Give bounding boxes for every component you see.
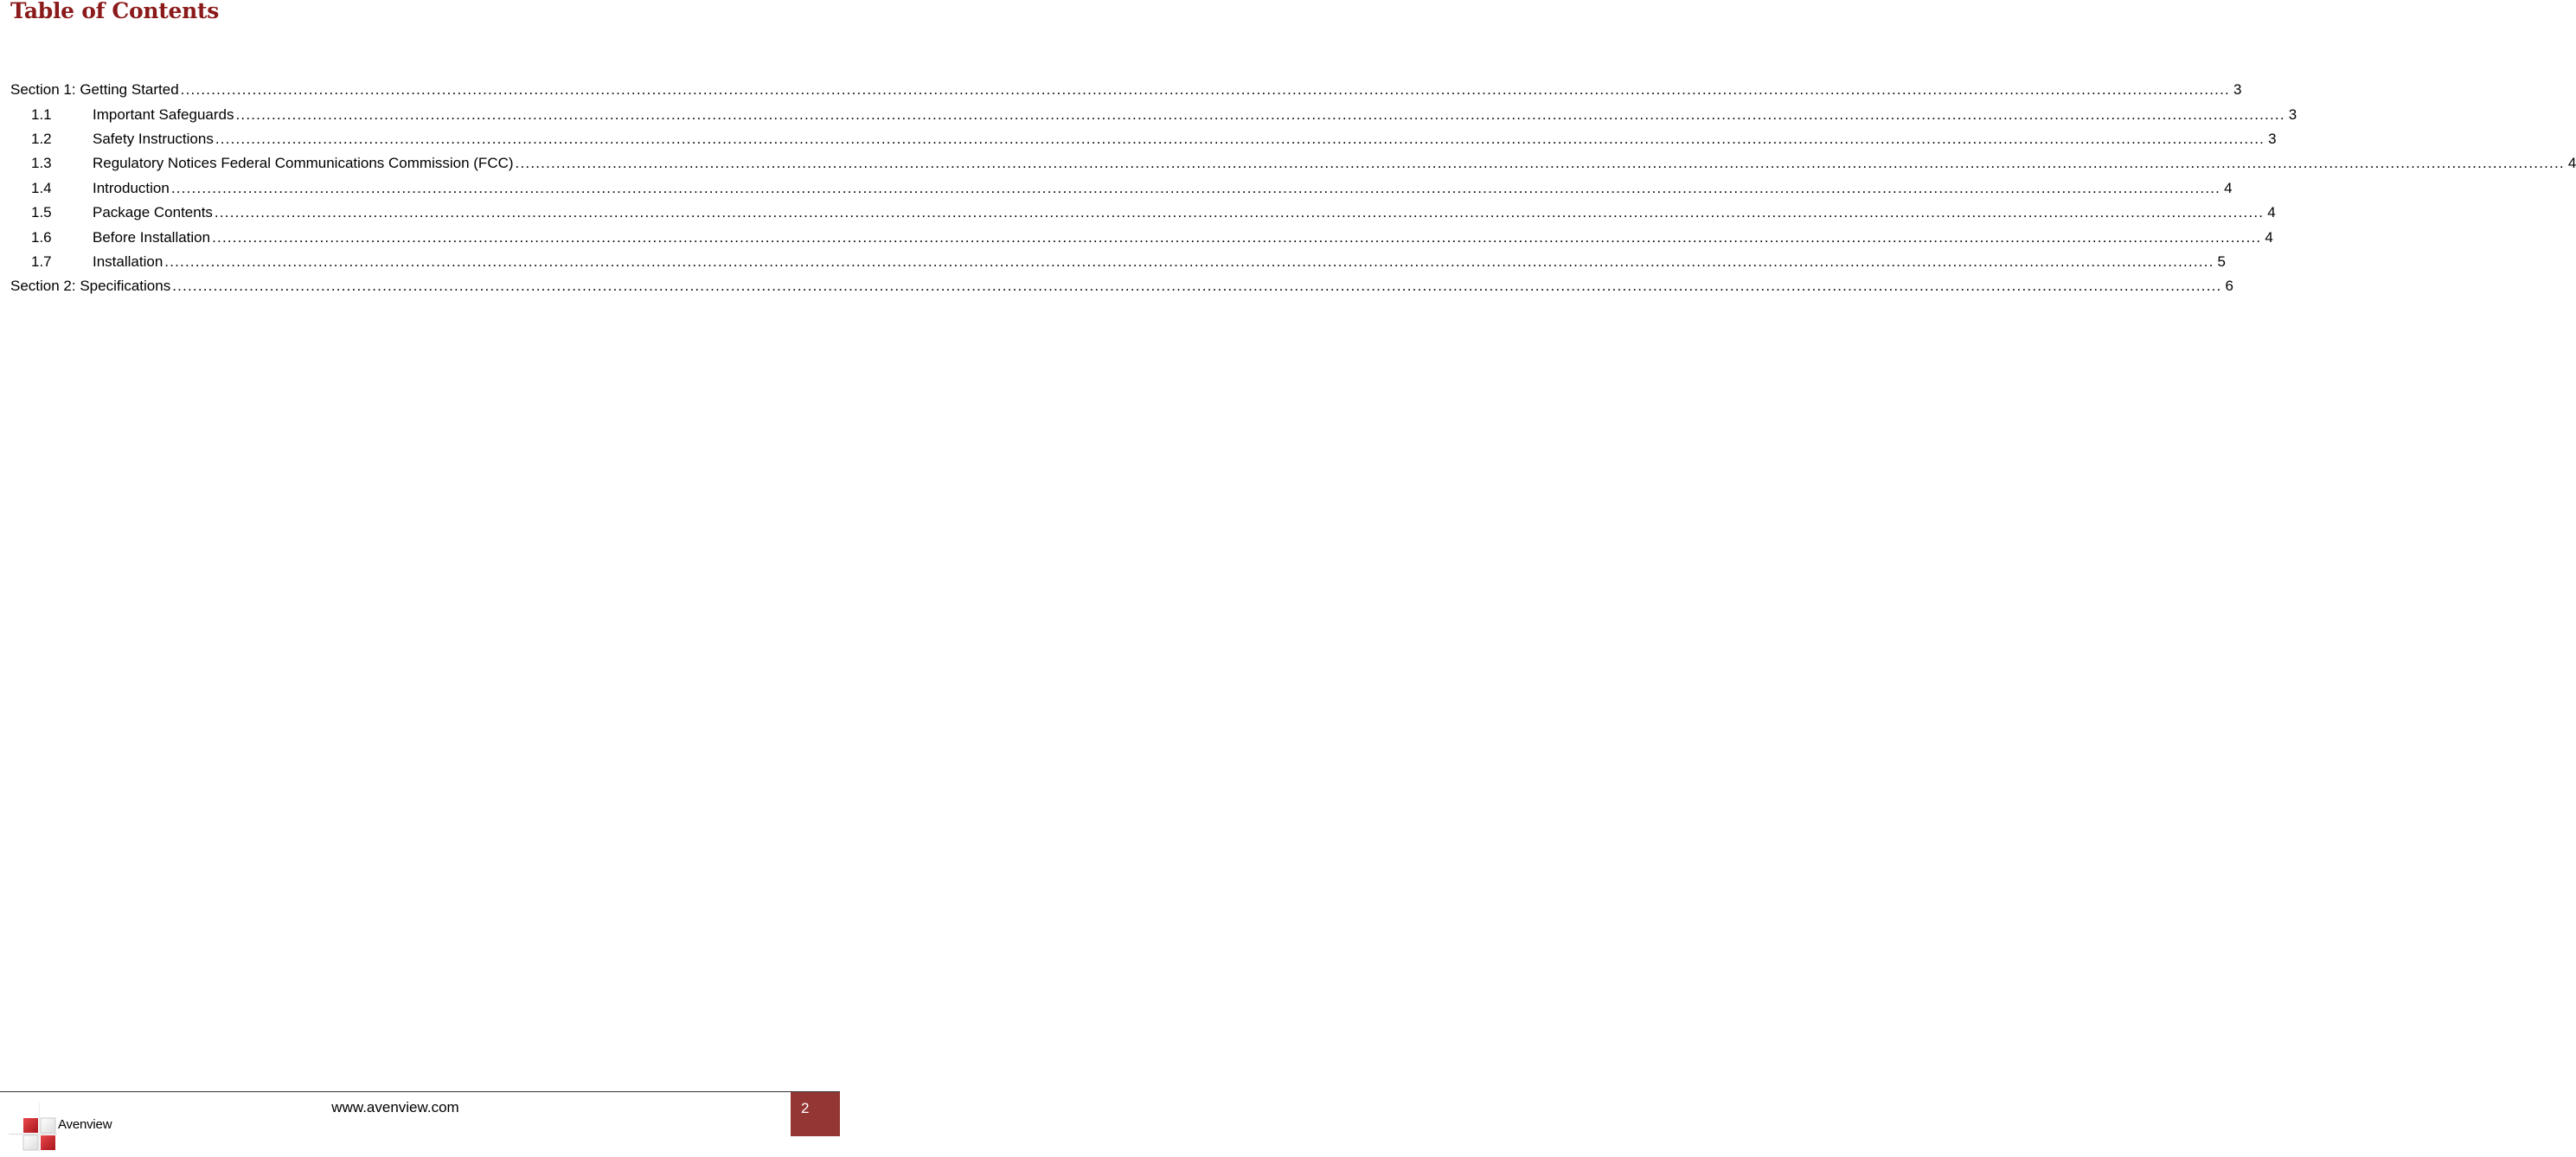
toc-leader-dots: ................................................................................................................................................................................................................................................................................................................................................................................................................ bbox=[235, 105, 2285, 123]
toc-entry-label: Safety Instructions bbox=[93, 130, 214, 147]
toc-entry-number: 1.1 bbox=[31, 105, 52, 123]
toc-entry-number: 1.3 bbox=[31, 155, 52, 172]
toc-entry-number: 1.5 bbox=[31, 204, 52, 221]
toc-entry[interactable] bbox=[10, 201, 2276, 225]
page-title: Table of Contents bbox=[10, 0, 220, 23]
toc-entry-number: 1.7 bbox=[31, 252, 52, 270]
toc-entry-page: 4 bbox=[2567, 155, 2576, 172]
table-of-contents bbox=[10, 78, 2576, 299]
toc-entry[interactable] bbox=[10, 78, 2242, 102]
toc-entry-label: Package Contents bbox=[93, 204, 213, 221]
toc-entry-page: 5 bbox=[2217, 252, 2227, 270]
toc-entry-page: 3 bbox=[2268, 130, 2277, 147]
toc-entry-label: Introduction bbox=[93, 179, 170, 196]
toc-leader-dots: ................................................................................................................................................................................................................................................................................................................................................................................................................ bbox=[172, 278, 2222, 295]
toc-leader-dots: ................................................................................................................................................................................................................................................................................................................................................................................................................ bbox=[170, 179, 2221, 196]
toc-entry-number: 1.4 bbox=[31, 179, 52, 196]
toc-leader-dots: ................................................................................................................................................................................................................................................................................................................................................................................................................ bbox=[212, 228, 2262, 246]
page-number-badge bbox=[791, 1092, 840, 1136]
toc-entry-page: 3 bbox=[2233, 81, 2242, 99]
toc-entry[interactable] bbox=[10, 127, 2277, 151]
toc-entry-label: Section 1: Getting Started bbox=[10, 81, 179, 99]
toc-entry[interactable] bbox=[10, 102, 2297, 126]
logo-text: Avenview bbox=[58, 1117, 112, 1132]
toc-entry-label: Before Installation bbox=[93, 228, 211, 246]
page-number: 2 bbox=[801, 1100, 810, 1116]
toc-leader-dots: ................................................................................................................................................................................................................................................................................................................................................................................................................ bbox=[164, 252, 2214, 270]
toc-entry[interactable] bbox=[10, 250, 2227, 274]
toc-entry[interactable] bbox=[10, 225, 2273, 249]
toc-entry-page: 4 bbox=[2265, 228, 2273, 246]
toc-entry[interactable] bbox=[10, 176, 2233, 201]
toc-entry[interactable] bbox=[10, 274, 2233, 298]
toc-entry-page: 6 bbox=[2225, 278, 2233, 295]
toc-entry-label: Regulatory Notices Federal Communications Commission (FCC) bbox=[93, 155, 514, 172]
toc-entry-page: 4 bbox=[2267, 204, 2276, 221]
footer-url[interactable]: www.avenview.com bbox=[331, 1099, 459, 1115]
toc-leader-dots: ................................................................................................................................................................................................................................................................................................................................................................................................................ bbox=[180, 81, 2230, 99]
toc-entry-page: 3 bbox=[2288, 105, 2297, 123]
toc-leader-dots: ................................................................................................................................................................................................................................................................................................................................................................................................................ bbox=[214, 204, 2265, 221]
footer-divider bbox=[0, 1091, 840, 1092]
toc-entry-label: Installation bbox=[93, 252, 163, 270]
toc-entry[interactable] bbox=[10, 151, 2576, 176]
toc-leader-dots: ................................................................................................................................................................................................................................................................................................................................................................................................................ bbox=[515, 155, 2565, 172]
toc-entry-label: Important Safeguards bbox=[93, 105, 234, 123]
toc-entry-page: 4 bbox=[2224, 179, 2233, 196]
toc-entry-number: 1.2 bbox=[31, 130, 52, 147]
toc-entry-number: 1.6 bbox=[31, 228, 52, 246]
toc-leader-dots: ................................................................................................................................................................................................................................................................................................................................................................................................................ bbox=[215, 130, 2265, 147]
toc-entry-label: Section 2: Specifications bbox=[10, 278, 171, 295]
